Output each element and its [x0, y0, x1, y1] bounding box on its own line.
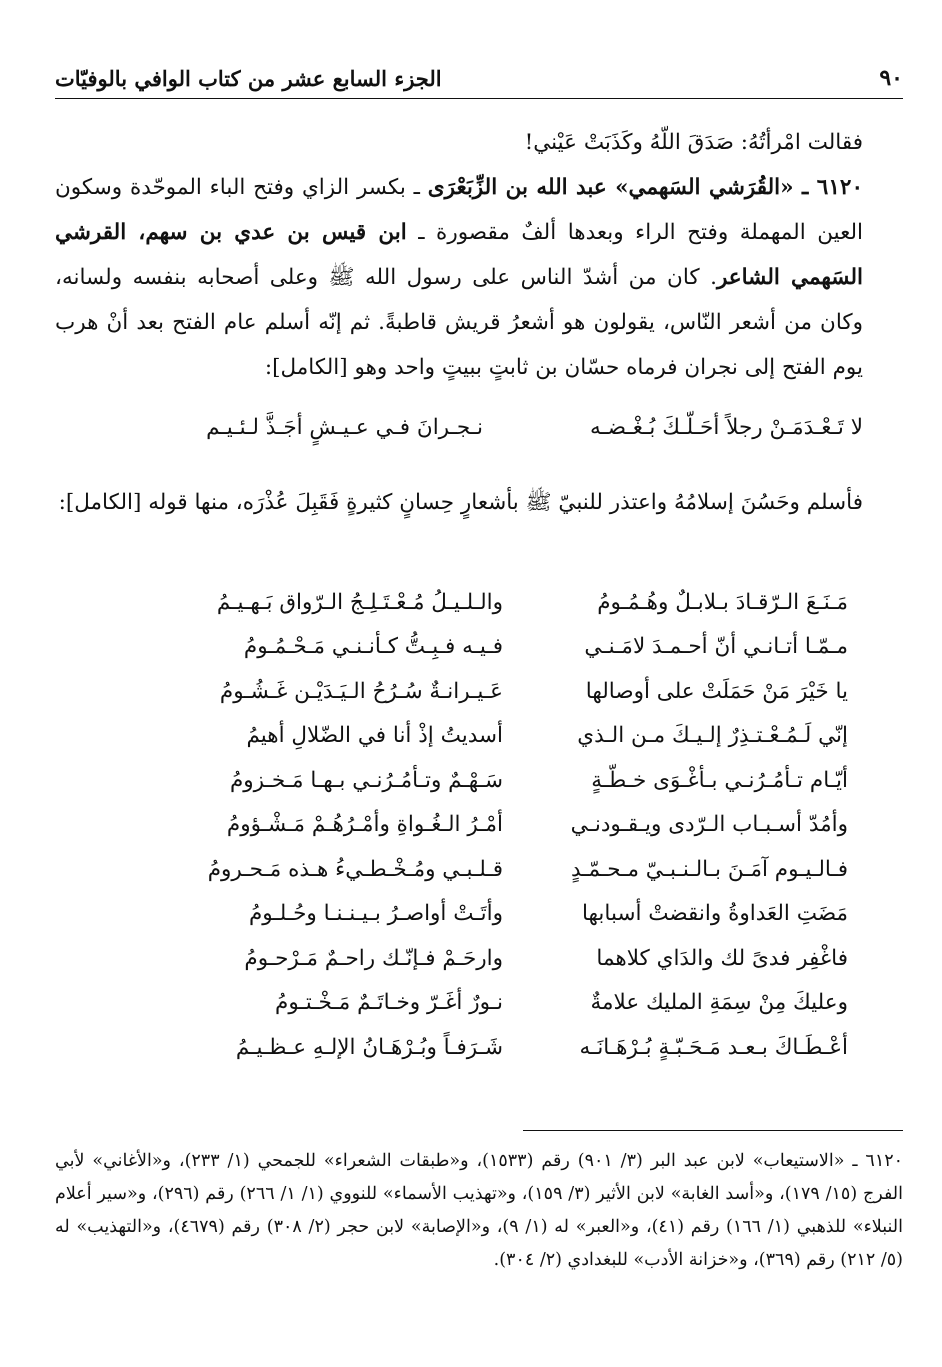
- verse-second-hemistich: عَـيـرانـةٌ سُـرُحُ الـيَـدَيْـن غَـشُـومُ: [219, 678, 503, 704]
- verse-first-hemistich: يا خَيْرَ مَنْ حَمَلَتْ على أوصالها: [585, 678, 848, 704]
- opening-line: فقالت امْرأتُهُ: صَدَقَ اللّهُ وكَذَبَتْ عَيْني!: [524, 130, 863, 155]
- verse-first-hemistich: إنّي لَـمُـعْـتـذِرٌ إلـيـكَ مـن الـذي: [577, 723, 848, 749]
- single-verse: [55, 405, 903, 450]
- poem-verse: [55, 892, 903, 937]
- verse-second-hemistich: أمْـرُ الـغُـواةِ وأمْـرُهُـمْ مَـشْـؤومُ: [226, 812, 503, 838]
- running-title: الجزء السابع عشر من كتاب الوافي بالوفيّات: [55, 65, 442, 91]
- running-header: [55, 58, 903, 99]
- verse-first-hemistich: أيّـام تـأمُـرُنـي بـأغْـوَى خـطّـةٍ: [591, 767, 848, 793]
- verse-second-hemistich: نـجـرانَ فـي عـيـشٍ أجَـذَّ لـئـيـم: [206, 415, 483, 440]
- entry-lineage: ابن قيس بن عدي بن سهم، القرشي السَهمي الشاعر: [55, 220, 863, 290]
- poem-verse: [55, 847, 903, 892]
- verse-first-hemistich: فاغْفِر فدىً لك والدَاي كلاهما: [596, 945, 848, 971]
- verse-second-hemistich: أسديتُ إذْ أنا في الضّلالِ أهيمُ: [246, 723, 503, 749]
- after-verse-paragraph: فأسلم وحَسُنَ إسلامُهُ واعتذر للنبيّ ﷺ بأشعارٍ حِسانٍ كثيرةٍ فَقَبِلَ عُذْرَه، منها قوله [الكامل]:: [58, 490, 863, 515]
- entry-title: ٦١٢٠ ـ «القُرَشي السَهمي» عبد الله بن الزِّبَعْرَى: [427, 175, 863, 200]
- verse-second-hemistich: نـورٌ أغَـرّ وخـاتَـمٌ مَـخْـتـومُ: [275, 990, 503, 1016]
- verse-first-hemistich: مَـنَـعَ الـرّقـادَ بـلابـلٌ وهُـمُـومُ: [597, 589, 848, 615]
- poem-verse: [55, 981, 903, 1026]
- verse-second-hemistich: وارحَـمْ فـإنّـك راحـمٌ مَـرْحـومُ: [244, 945, 503, 971]
- page-number: ٩٠: [879, 65, 903, 91]
- verse-first-hemistich: وعليكَ مِنْ سِمَةِ المليك علامةٌ: [590, 990, 848, 1016]
- verse-first-hemistich: وأمُدّ أسـبـاب الـرّدى ويـقـودنـي: [570, 812, 848, 838]
- verse-first-hemistich: فـالـيـوم آمَـنَ بـالـنـبـيّ مـحـمّـدٍ: [570, 856, 848, 882]
- verse-second-hemistich: وأتَـتْ أواصـرُ بـيـنـنـا وحُـلـومُ: [248, 901, 503, 927]
- poem-verse: [55, 758, 903, 803]
- footnote-rule: [523, 1130, 903, 1131]
- entry-text-1: ـ بكسر الزاي وفتح الباء الموحّدة وسكون العين المهملة وفتح الراء وبعدها ألفٌ مقصورة ـ: [55, 175, 863, 245]
- verse-first-hemistich: أعْـطَـاكَ بـعـد مَـحَـبّـةٍ بُـرْهَـانَـه: [579, 1034, 848, 1060]
- poem-verse: [55, 714, 903, 759]
- poem-verse: [55, 580, 903, 625]
- entry-text-2: . كان من أشدّ الناس على رسول الله ﷺ وعلى أصحابه بنفسه ولسانه، وكان من أشعر النّاس، يقولون هو أشعرُ قريش قاطبةً. ثم إنّه أسلم عام الفتح بعد أنْ هرب يوم الفتح إلى نجران فرماه حسّان بن ثابتٍ ببيتٍ واحد وهو [الكامل]:: [55, 265, 863, 380]
- entry-paragraph: [55, 165, 903, 390]
- verse-second-hemistich: شَـرَفـاً وبُـرْهَـانُ الإلـهِ عـظـيـمُ: [235, 1034, 503, 1060]
- verse-second-hemistich: فـيـه فـبِـتُّ كـأنـنـي مَـحْـمُـومُ: [243, 634, 503, 660]
- verse-second-hemistich: قـلـبـي ومُـخْـطـيءُ هـذه مَـحـرومُ: [207, 856, 503, 882]
- verse-first-hemistich: لا تَـعْـدَمَـنْ رجلاً أحَـلّـكَ بُـغْـضـه: [589, 415, 863, 440]
- footnote: ٦١٢٠ ـ «الاستيعاب» لابن عبد البر (٣/ ٩٠١) رقم (١٥٣٣)، و«طبقات الشعراء» للجمحي (١/ ٢٣٣)، و«الأغاني» لأبي الفرج (١٥/ ١٧٩)، و«أسد الغابة» لابن الأثير (٣/ ١٥٩)، و«تهذيب الأسماء» للنووي (١/ ١/ ٢٦٦) رقم (٢٩٦)، و«سير أعلام النبلاء» للذهبي (١/ ١٦٦) رقم (٤١)، و«العبر» له (١/ ٩)، و«الإصابة» لابن حجر (٢/ ٣٠٨) رقم (٤٦٧٩)، و«التهذيب» له (٥/ ٢١٢) رقم (٣٦٩)، و«خزانة الأدب» للبغدادي (٢/ ٣٠٤).: [55, 1151, 904, 1270]
- poem-verse: [55, 1025, 903, 1070]
- poem-verse: [55, 669, 903, 714]
- poem: [55, 580, 903, 1070]
- poem-verse: [55, 625, 903, 670]
- main-text: [55, 120, 903, 390]
- poem-verse: [55, 936, 903, 981]
- verse-second-hemistich: سَـهْـمٌ وتـأمُـرُنـي بـهـا مَـخـزومُ: [229, 767, 503, 793]
- poem-verse: [55, 803, 903, 848]
- verse-first-hemistich: مـمّـا أتـانـي أنّ أحـمـدَ لامَـنـي: [584, 634, 848, 660]
- verse-second-hemistich: والـلـيـلُ مُـعْـتَـلِـجُ الـرّواق بَـهـيـمُ: [216, 589, 503, 615]
- verse-first-hemistich: مَضَتِ العَداوةُ وانقضتْ أسبابها: [581, 901, 848, 927]
